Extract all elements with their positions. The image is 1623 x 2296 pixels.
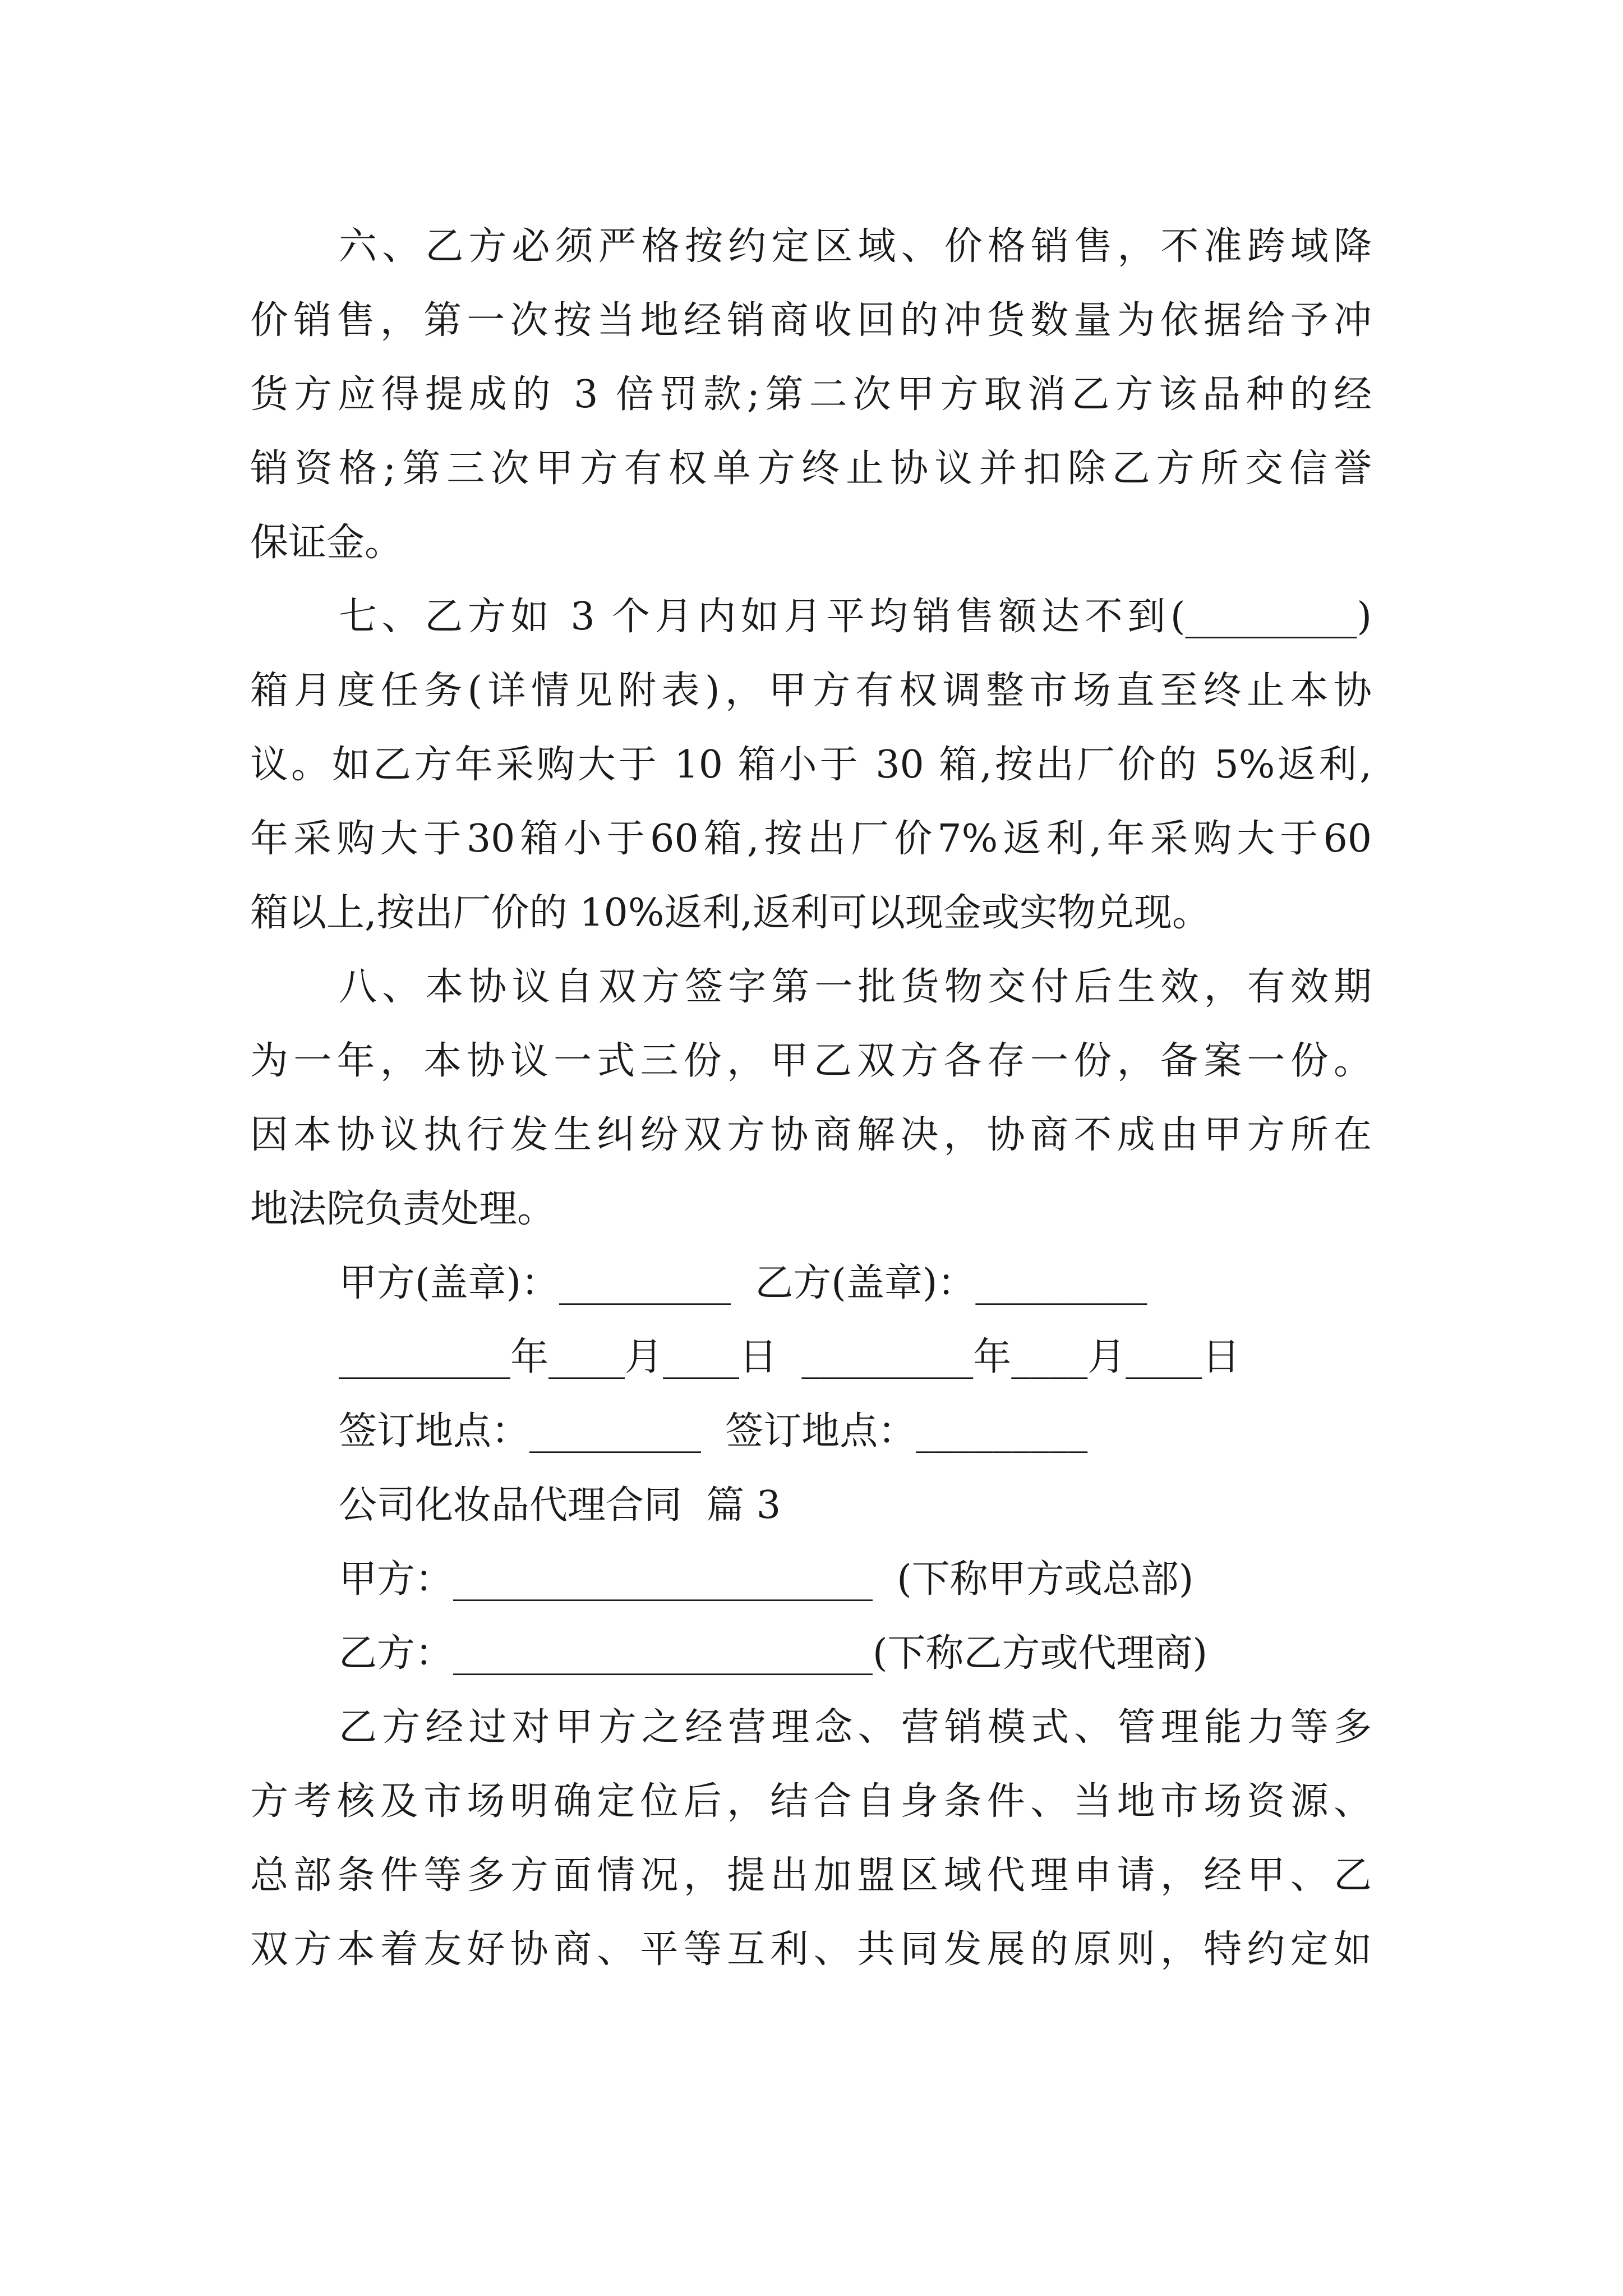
section-eight-line-4: 地法院负责处理。: [250, 1187, 556, 1231]
contract-three-intro-line-3: 总部条件等多方面情况，提出加盟区域代理申请，经甲、乙: [250, 1853, 1372, 1898]
section-seven-line-5: 箱以上,按出厂价的 10%返利,返利可以现金或实物兑现。: [250, 891, 1210, 935]
section-six-line-1: 六、乙方必须严格按约定区域、价格销售，不准跨域降: [339, 224, 1372, 269]
section-six-line-5: 保证金。: [250, 521, 403, 565]
contract-three-party-a: 甲方：______________________ (下称甲方或总部): [339, 1557, 1194, 1602]
section-eight-line-2: 为一年，本协议一式三份，甲乙双方各存一份，备案一份。: [250, 1039, 1372, 1083]
section-six-line-3: 货方应得提成的 3 倍罚款;第二次甲方取消乙方该品种的经: [250, 372, 1372, 417]
contract-three-intro-line-4: 双方本着友好协商、平等互利、共同发展的原则，特约定如: [250, 1927, 1372, 1972]
section-seven-line-1: 七、乙方如 3 个月内如月平均销售额达不到(_________): [339, 595, 1372, 639]
contract-three-party-b: 乙方：______________________(下称乙方或代理商): [339, 1631, 1208, 1676]
contract-three-intro-line-2: 方考核及市场明确定位后，结合自身条件、当地市场资源、: [250, 1779, 1372, 1824]
section-seven-line-2: 箱月度任务(详情见附表)，甲方有权调整市场直至终止本协: [250, 669, 1372, 713]
contract-three-intro-line-1: 乙方经过对甲方之经营理念、营销模式、管理能力等多: [339, 1705, 1372, 1750]
section-seven-line-4: 年采购大于30箱小于60箱,按出厂价7%返利,年采购大于60: [250, 817, 1372, 861]
signature-parties: 甲方(盖章)：_________ 乙方(盖章)：_________: [339, 1261, 1147, 1305]
signature-dates: _________年____月____日 _________年____月____日: [339, 1335, 1241, 1379]
section-seven-line-3: 议。如乙方年采购大于 10 箱小于 30 箱,按出厂价的 5%返利,: [250, 743, 1372, 787]
section-eight-line-3: 因本协议执行发生纠纷双方协商解决，协商不成由甲方所在: [250, 1113, 1372, 1157]
signature-places: 签订地点：_________ 签订地点：_________: [339, 1409, 1088, 1453]
contract-three-title: 公司化妆品代理合同 篇 3: [339, 1483, 781, 1527]
section-six-line-4: 销资格;第三次甲方有权单方终止协议并扣除乙方所交信誉: [250, 447, 1372, 491]
section-eight-line-1: 八、本协议自双方签字第一批货物交付后生效，有效期: [339, 965, 1372, 1009]
section-six-line-2: 价销售，第一次按当地经销商收回的冲货数量为依据给予冲: [250, 298, 1372, 343]
